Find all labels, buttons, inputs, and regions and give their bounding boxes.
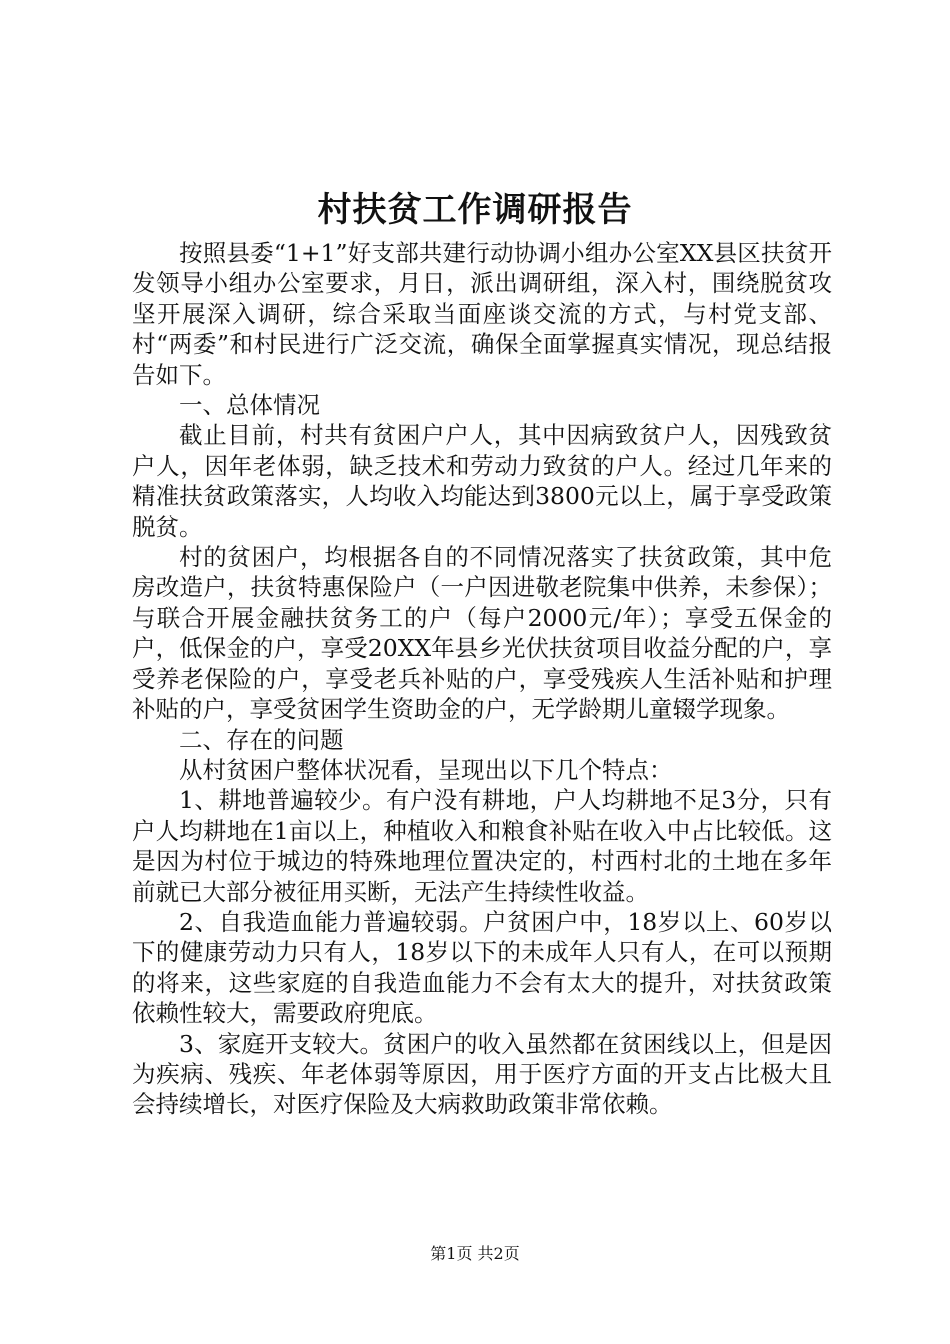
document-title: 村扶贫工作调研报告 [317, 190, 633, 230]
section-heading-overview: 一、总体情况 [179, 391, 320, 420]
overview-paragraph-2: 村的贫困户，均根据各自的不同情况落实了扶贫政策，其中危房改造户，扶贫特惠保险户（一户因进敬老院集中供养，未参保）；与联合开展金融扶贫务工的户（每户2000元/年）；享受五保金的户，低保金的户，享受20XX年县乡光伏扶贫项目收益分配的户，享受养老保险的户，享受老兵补贴的户，享受残疾人生活补贴和护理补贴的户，享受贫困学生资助金的户，无学龄期儿童辍学现象。 [132, 543, 832, 724]
section-heading-problems: 二、存在的问题 [179, 725, 344, 754]
problem-item-1: 1、耕地普遍较少。有户没有耕地，户人均耕地不足3分，只有户人均耕地在1亩以上，种植收入和粮食补贴在收入中占比较低。这是因为村位于城边的特殊地理位置决定的，村西村北的土地在多年前就已大部分被征用买断，无法产生持续性收益。 [132, 786, 832, 906]
problem-item-2: 2、自我造血能力普遍较弱。户贫困户中，18岁以上、60岁以下的健康劳动力只有人，18岁以下的未成年人只有人，在可以预期的将来，这些家庭的自我造血能力不会有太大的提升，对扶贫政策依赖性较大，需要政府兜底。 [132, 907, 832, 1028]
overview-paragraph-1: 截止目前，村共有贫困户户人，其中因病致贫户人，因残致贫户人，因年老体弱，缺乏技术和劳动力致贫的户人。经过几年来的精准扶贫政策落实，人均收入均能达到3800元以上，属于享受政策脱贫。 [132, 421, 832, 541]
intro-paragraph: 按照县委“1+1”好支部共建行动协调小组办公室XX县区扶贫开发领导小组办公室要求，月日，派出调研组，深入村，围绕脱贫攻坚开展深入调研，综合采取当面座谈交流的方式，与村党支部、村“两委”和村民进行广泛交流，确保全面掌握真实情况，现总结报告如下。 [132, 239, 832, 389]
problems-intro-paragraph: 从村贫困户整体状况看，呈现出以下几个特点： [179, 755, 673, 784]
page-footer: 第1页 共2页 [430, 1244, 520, 1263]
document-body [132, 238, 832, 1120]
problem-item-3: 3、家庭开支较大。贫困户的收入虽然都在贫困线以上，但是因为疾病、残疾、年老体弱等原因，用于医疗方面的开支占比极大且会持续增长，对医疗保险及大病救助政策非常依赖。 [132, 1029, 832, 1119]
